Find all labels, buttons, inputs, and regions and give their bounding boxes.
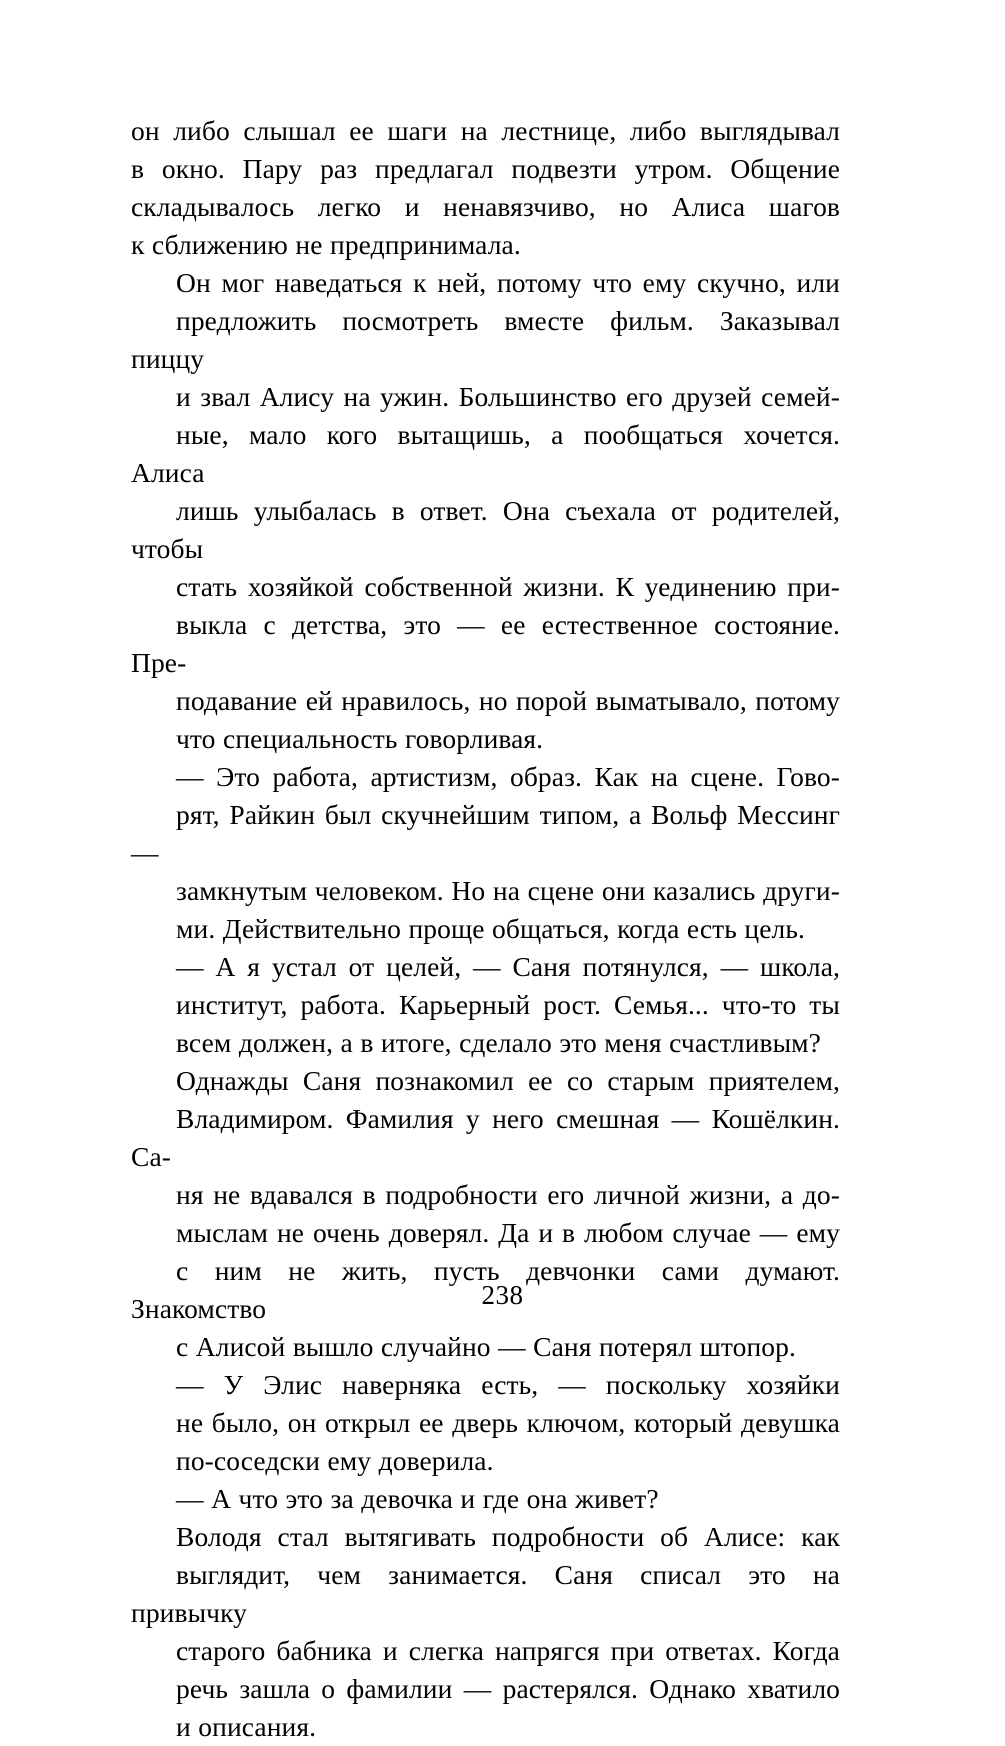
text-line: выглядит, чем занимается. Саня списал это на привычку — [131, 1559, 848, 1628]
text-line: подавание ей нравилось, но порой выматывало, потому — [176, 685, 840, 716]
text-line: что специальность говорливая. — [176, 723, 544, 754]
text-line: стать хозяйкой собственной жизни. К уединению при- — [176, 571, 840, 602]
text-line: Однажды Саня познакомил ее со старым приятелем, — [176, 1065, 840, 1096]
text-line: не было, он открыл ее дверь ключом, который девушка — [176, 1407, 840, 1438]
text-line: всем должен, а в итоге, сделало это меня счастливым? — [176, 1027, 821, 1058]
paragraph — [131, 1062, 848, 1366]
paragraph — [131, 758, 848, 948]
text-line: Владимиром. Фамилия у него смешная — Кошёлкин. Са- — [131, 1103, 848, 1172]
paragraph — [131, 112, 840, 264]
text-line: выкла с детства, это — ее естественное состояние. Пре- — [131, 609, 848, 678]
text-line: с Алисой вышло случайно — Саня потерял штопор. — [176, 1331, 796, 1362]
text-line: мыслам не очень доверял. Да и в любом случае — ему — [176, 1217, 840, 1248]
paragraph — [131, 1518, 848, 1746]
text-line: по-соседски ему доверила. — [176, 1445, 494, 1476]
paragraph — [131, 1480, 840, 1518]
text-line: Володя стал вытягивать подробности об Алисе: как — [176, 1521, 840, 1552]
text-line: и звал Алису на ужин. Большинство его друзей семей- — [176, 381, 840, 412]
text-line: предложить посмотреть вместе фильм. Заказывал пиццу — [131, 305, 848, 374]
text-line: в окно. Пару раз предлагал подвезти утром. Общение — [131, 153, 840, 184]
text-line: старого бабника и слегка напрягся при ответах. Когда — [176, 1635, 840, 1666]
text-line: Он мог наведаться к ней, потому что ему скучно, или — [176, 267, 840, 298]
paragraph — [131, 1366, 840, 1480]
text-line: лишь улыбалась в ответ. Она съехала от родителей, чтобы — [131, 495, 848, 564]
text-line: рят, Райкин был скучнейшим типом, а Вольф Мессинг — — [131, 799, 848, 868]
text-line: он либо слышал ее шаги на лестнице, либо выглядывал — [131, 115, 840, 146]
text-line: складывалось легко и ненавязчиво, но Алиса шагов — [131, 191, 840, 222]
text-line: ми. Действительно проще общаться, когда есть цель. — [176, 913, 805, 944]
text-line: — А что это за девочка и где она живет? — [176, 1483, 659, 1514]
paragraph — [131, 948, 840, 1062]
text-line: к сближению не предпринимала. — [131, 229, 521, 260]
text-line: с ним не жить, пусть девчонки сами думают. Знакомство — [131, 1255, 848, 1324]
text-line: — А я устал от целей, — Саня потянулся, — школа, — [176, 951, 840, 982]
page-text-block — [131, 112, 848, 1746]
text-line: — Это работа, артистизм, образ. Как на сцене. Гово- — [176, 761, 840, 792]
text-line: институт, работа. Карьерный рост. Семья... что-то ты — [176, 989, 840, 1020]
text-line: ные, мало кого вытащишь, а пообщаться хочется. Алиса — [131, 419, 848, 488]
paragraph — [131, 264, 848, 758]
text-line: ня не вдавался в подробности его личной жизни, а до- — [176, 1179, 840, 1210]
text-line: замкнутым человеком. Но на сцене они казались други- — [176, 875, 840, 906]
text-line: и описания. — [176, 1711, 317, 1742]
page-number: 238 — [481, 1280, 524, 1310]
text-line: — У Элис наверняка есть, — поскольку хозяйки — [176, 1369, 840, 1400]
text-line: речь зашла о фамилии — растерялся. Однако хватило — [176, 1673, 840, 1704]
